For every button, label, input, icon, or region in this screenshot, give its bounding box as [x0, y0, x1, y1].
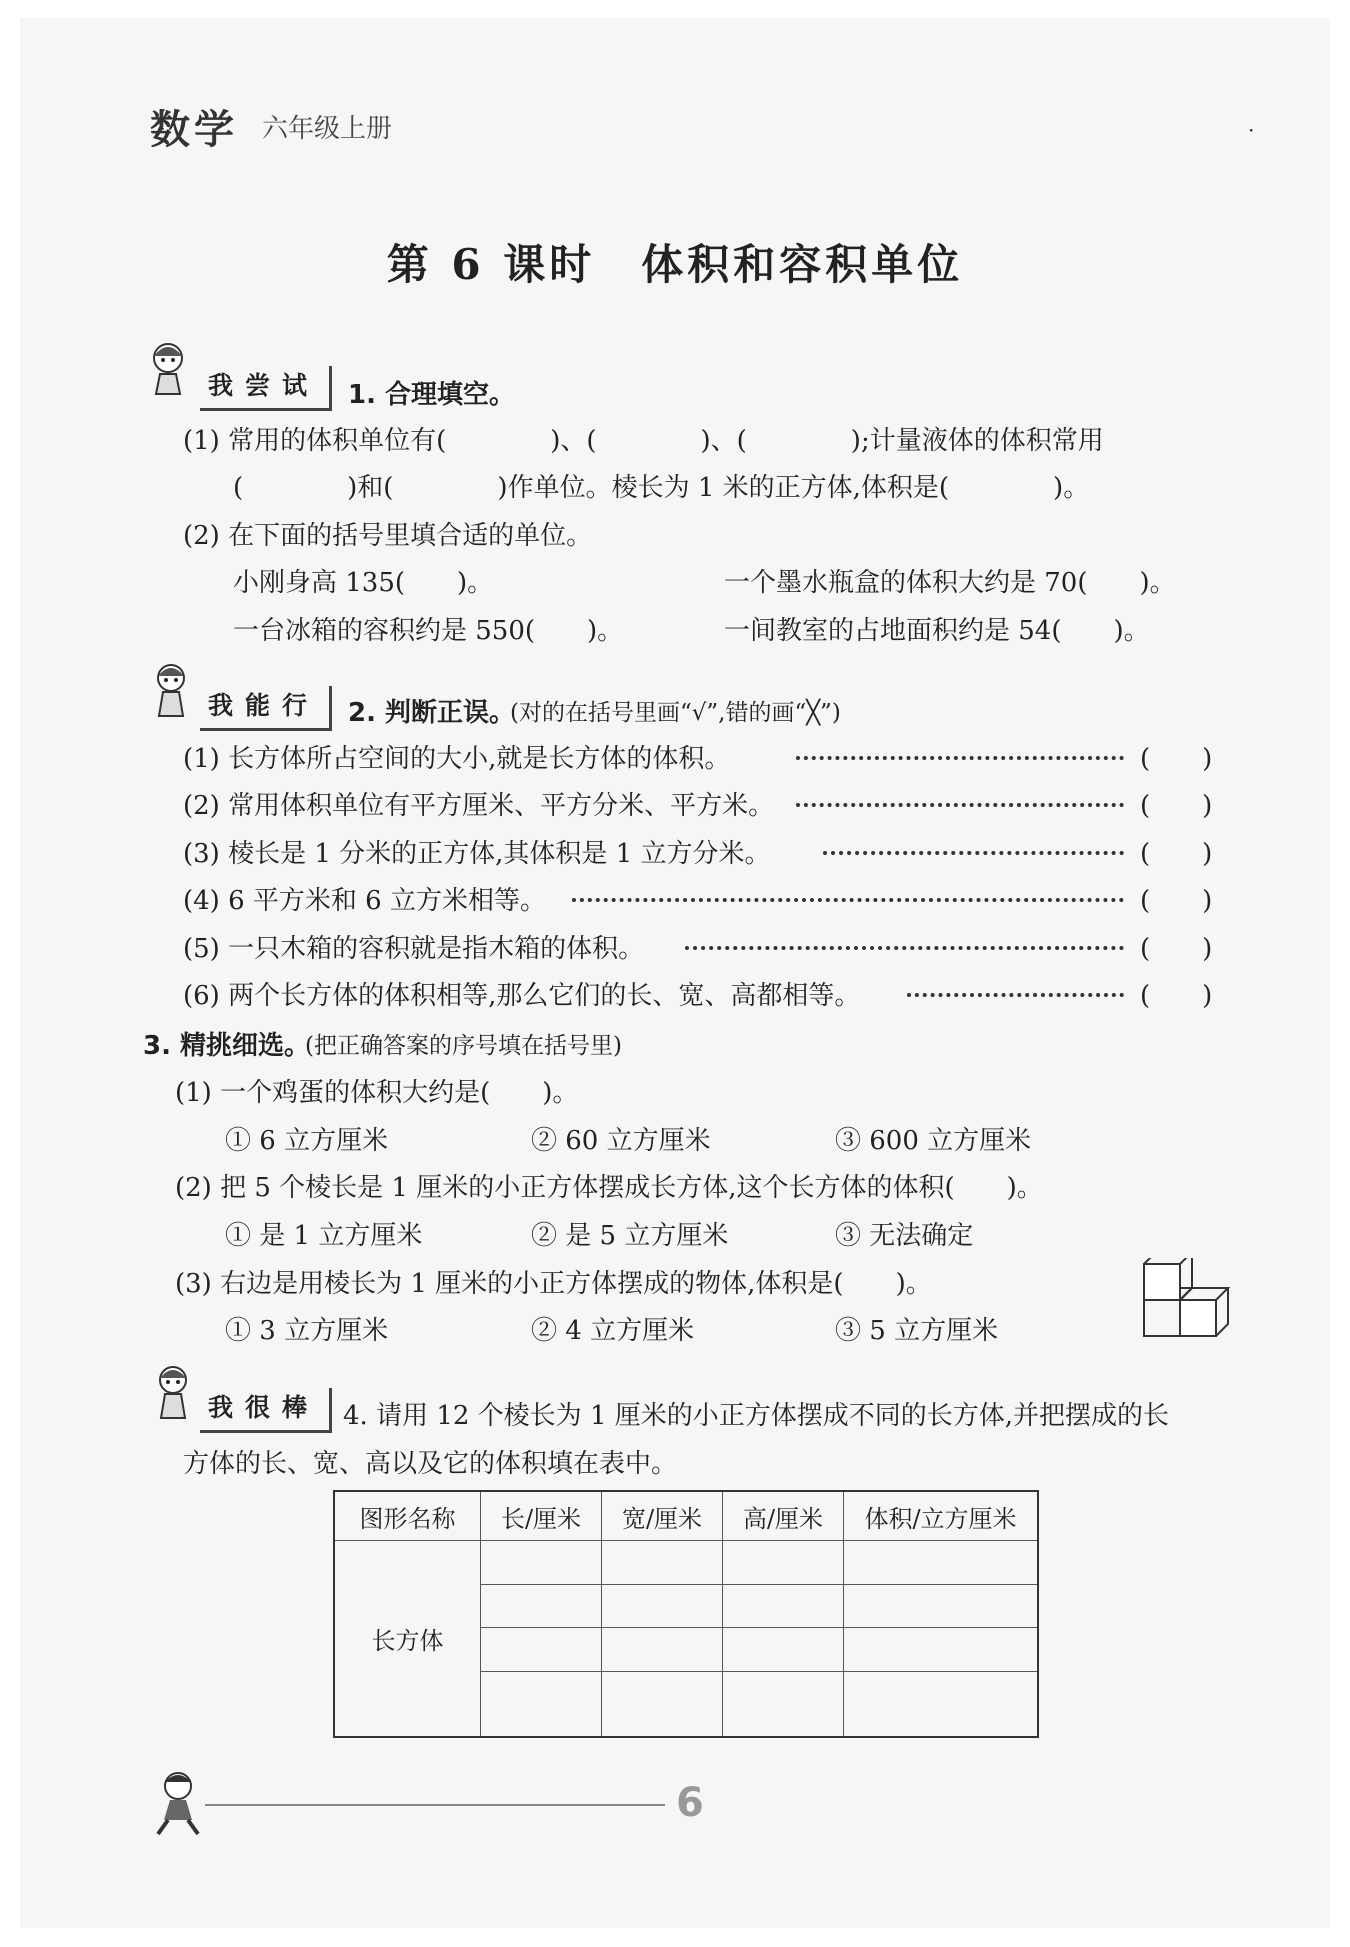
q4-line2: 方体的长、宽、高以及它的体积填在表中。: [183, 1449, 678, 1479]
table-header-cell: 长/厘米: [481, 1491, 602, 1541]
q3-2-option-3: ③ 无法确定: [835, 1221, 974, 1251]
leader-dots: [572, 898, 1124, 902]
table-header-cell: 宽/厘米: [602, 1491, 723, 1541]
q3-1-option-1: ① 6 立方厘米: [225, 1126, 389, 1156]
subject-title: 数学: [150, 107, 238, 153]
q1-2-b: 一个墨水瓶盒的体积大约是 70( )。: [724, 568, 1176, 598]
q2-note: (对的在括号里画“√”,错的画“╳”): [510, 700, 841, 726]
row-label: 长方体: [334, 1541, 481, 1738]
empty-cell[interactable]: [723, 1671, 844, 1737]
answer-table: [333, 1490, 1039, 1738]
q3-1-option-2: ② 60 立方厘米: [531, 1126, 711, 1156]
empty-cell[interactable]: [481, 1584, 602, 1628]
q3-3-option-2: ② 4 立方厘米: [531, 1316, 695, 1346]
empty-cell[interactable]: [723, 1541, 844, 1585]
leader-dots: [685, 946, 1124, 950]
table-header-cell: 图形名称: [334, 1491, 481, 1541]
empty-cell[interactable]: [723, 1628, 844, 1672]
leader-dots: [796, 756, 1124, 760]
q2-item-1: (1) 长方体所占空间的大小,就是长方体的体积。: [183, 744, 731, 774]
q2-item-6: (6) 两个长方体的体积相等,那么它们的长、宽、高都相等。: [183, 981, 861, 1011]
q3-1: (1) 一个鸡蛋的体积大约是( )。: [175, 1078, 579, 1108]
answer-paren: ( ): [1140, 981, 1213, 1011]
q1-1-line2: ( )和( )作单位。棱长为 1 米的正方体,体积是( )。: [233, 473, 1090, 503]
q1-1-line1: (1) 常用的体积单位有( )、( )、( );计量液体的体积常用: [183, 426, 1104, 456]
answer-paren: ( ): [1140, 744, 1213, 774]
q3-3: (3) 右边是用棱长为 1 厘米的小正方体摆成的物体,体积是( )。: [175, 1269, 932, 1299]
empty-cell[interactable]: [602, 1541, 723, 1585]
empty-cell[interactable]: [844, 1671, 1039, 1737]
q1-2: (2) 在下面的括号里填合适的单位。: [183, 521, 593, 551]
empty-cell[interactable]: [602, 1584, 723, 1628]
grade-label: 六年级上册: [262, 114, 393, 144]
q2-title: 2. 判断正误。: [348, 698, 516, 728]
leader-dots: [823, 851, 1124, 855]
q4-line1: 4. 请用 12 个棱长为 1 厘米的小正方体摆成不同的长方体,并把摆成的长: [343, 1401, 1170, 1431]
empty-cell[interactable]: [844, 1541, 1039, 1585]
q3-title: 3. 精挑细选。: [143, 1031, 311, 1061]
empty-cell[interactable]: [481, 1541, 602, 1585]
empty-cell[interactable]: [602, 1671, 723, 1737]
q3-3-option-3: ③ 5 立方厘米: [835, 1316, 999, 1346]
leader-dots: [796, 803, 1124, 807]
lesson-title: 第 6 课时 体积和容积单位: [386, 240, 964, 289]
leader-dots: [907, 993, 1124, 997]
badge-great: 我很棒: [200, 1388, 332, 1433]
girl-mascot-icon: [140, 338, 196, 402]
table-header-cell: 体积/立方厘米: [844, 1491, 1039, 1541]
q1-2-d: 一间教室的占地面积约是 54( )。: [724, 616, 1150, 646]
empty-cell[interactable]: [602, 1628, 723, 1672]
q3-1-option-3: ③ 600 立方厘米: [835, 1126, 1032, 1156]
q3-note: (把正确答案的序号填在括号里): [305, 1033, 622, 1059]
q2-item-5: (5) 一只木箱的容积就是指木箱的体积。: [183, 934, 645, 964]
table-header-row: [334, 1491, 1038, 1541]
badge-try: 我尝试: [200, 366, 332, 411]
empty-cell[interactable]: [844, 1584, 1039, 1628]
table-header-cell: 高/厘米: [723, 1491, 844, 1541]
q3-3-option-1: ① 3 立方厘米: [225, 1316, 389, 1346]
q1-title: 1. 合理填空。: [348, 380, 516, 410]
cubes-figure: [1140, 1258, 1230, 1344]
page-number: 6: [676, 1780, 704, 1826]
empty-cell[interactable]: [723, 1584, 844, 1628]
dot-mark: ·: [1248, 118, 1255, 142]
empty-cell[interactable]: [844, 1628, 1039, 1672]
footer-line: [205, 1804, 665, 1806]
girl-mascot-icon: [145, 660, 197, 722]
q3-2-option-2: ② 是 5 立方厘米: [531, 1221, 729, 1251]
running-mascot-icon: [148, 1768, 208, 1838]
q3-2: (2) 把 5 个棱长是 1 厘米的小正方体摆成长方体,这个长方体的体积( )。: [175, 1173, 1043, 1203]
q1-2-a: 小刚身高 135( )。: [233, 568, 494, 598]
q2-item-3: (3) 棱长是 1 分米的正方体,其体积是 1 立方分米。: [183, 839, 771, 869]
girl-mascot-icon: [148, 1362, 198, 1424]
q2-item-2: (2) 常用体积单位有平方厘米、平方分米、平方米。: [183, 791, 775, 821]
q3-2-option-1: ① 是 1 立方厘米: [225, 1221, 423, 1251]
badge-can: 我能行: [200, 686, 332, 731]
answer-paren: ( ): [1140, 886, 1213, 916]
empty-cell[interactable]: [481, 1671, 602, 1737]
answer-paren: ( ): [1140, 791, 1213, 821]
empty-cell[interactable]: [481, 1628, 602, 1672]
q1-2-c: 一台冰箱的容积约是 550( )。: [233, 616, 624, 646]
answer-paren: ( ): [1140, 839, 1213, 869]
q2-item-4: (4) 6 平方米和 6 立方米相等。: [183, 886, 546, 916]
table-row: [334, 1541, 1038, 1585]
answer-paren: ( ): [1140, 934, 1213, 964]
